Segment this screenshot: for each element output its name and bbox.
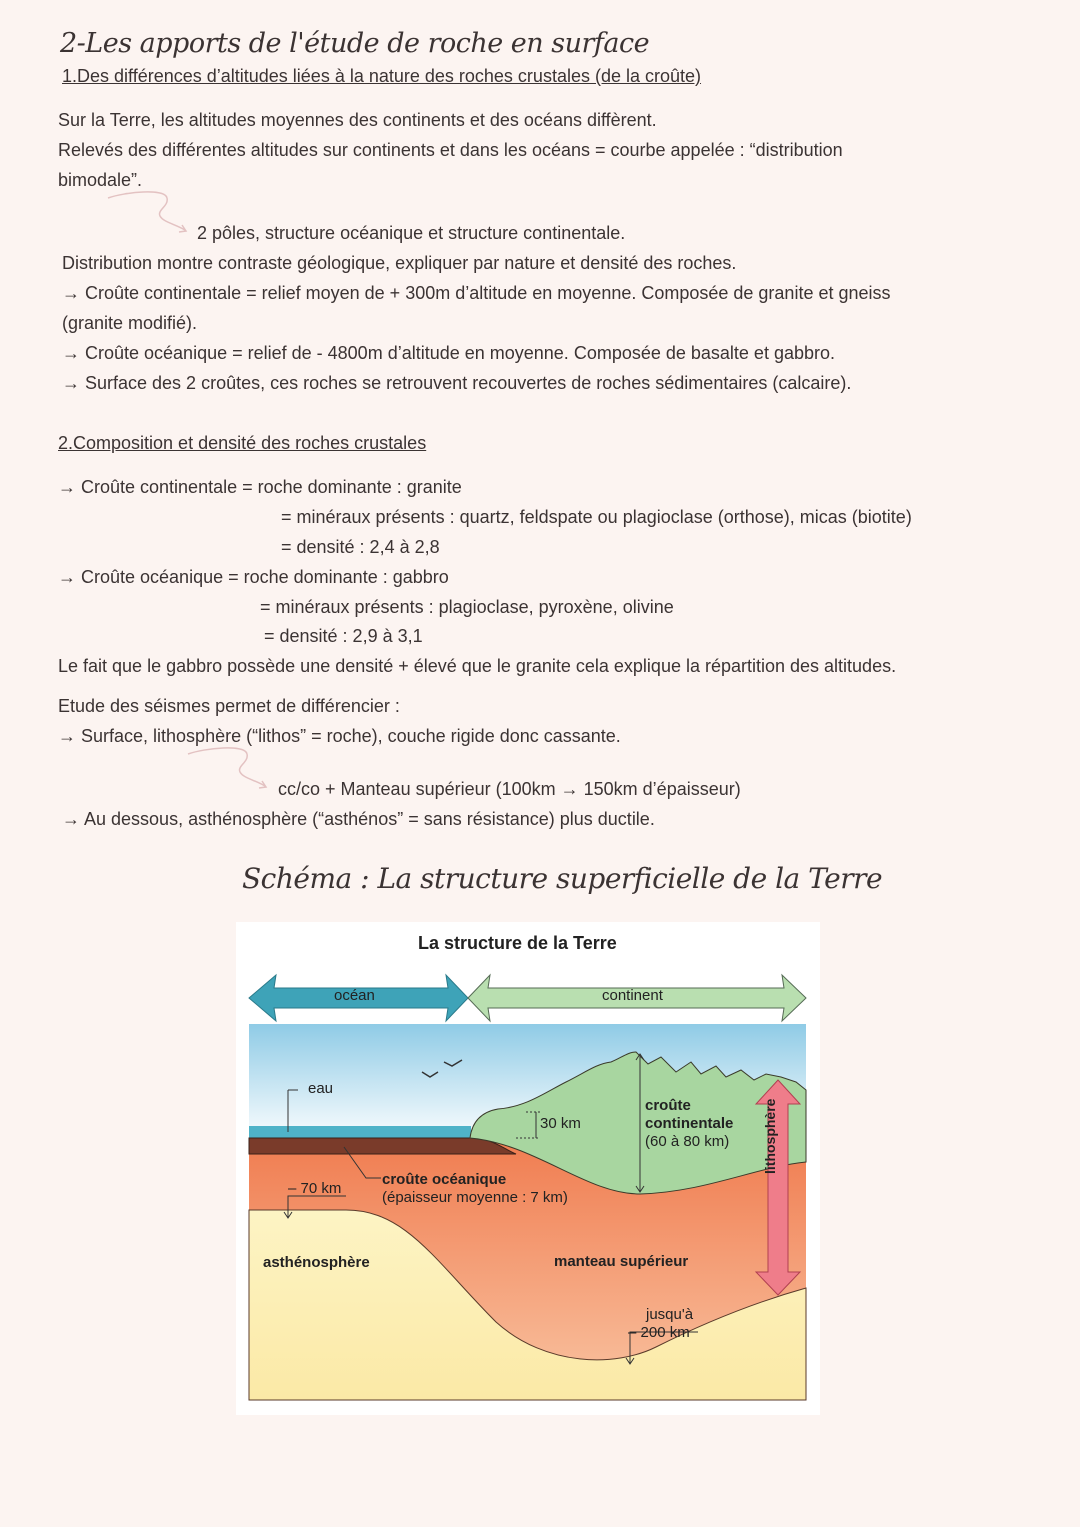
thickness-30-label: 30 km [540, 1115, 581, 1132]
paragraph-line: Distribution montre contraste géologique, expliquer par nature et densité des roches. [62, 253, 737, 273]
schema-title: Schéma : La structure superficielle de la Terre [242, 862, 883, 895]
paragraph-line: → Surface, lithosphère (“lithos” = roche), couche rigide donc cassante. [58, 726, 621, 746]
co-thickness: (épaisseur moyenne : 7 km) [382, 1189, 568, 1206]
main-heading: 2-Les apports de l'étude de roche en surface [60, 28, 650, 59]
asthenosphere-label: asthénosphère [263, 1254, 370, 1271]
paragraph-line: → Croûte continentale = roche dominante : granite [58, 477, 462, 497]
section2-title: 2.Composition et densité des roches crustales [58, 433, 427, 453]
cc-label-2: continentale [645, 1115, 734, 1132]
paragraph-line: Relevés des différentes altitudes sur continents et dans les océans = courbe appelée : “distribution [58, 140, 843, 160]
depth-70-label: – 70 km [288, 1180, 342, 1197]
earth-structure-diagram [236, 922, 820, 1415]
paragraph-line: Sur la Terre, les altitudes moyennes des continents et des océans diffèrent. [58, 110, 657, 130]
ocean-label: océan [334, 987, 375, 1004]
paragraph-line: bimodale”. [58, 170, 143, 190]
paragraph-line: cc/co + Manteau supérieur (100km → 150km d’épaisseur) [278, 779, 741, 799]
water [249, 1126, 471, 1138]
paragraph-line: → Croûte continentale = relief moyen de + 300m d’altitude en moyenne. Composée de granite et gneiss [62, 283, 891, 303]
paragraph-line: 2 pôles, structure océanique et structure continentale. [197, 223, 626, 243]
continent-label: continent [602, 987, 663, 1004]
paragraph-line: → Au dessous, asthénosphère (“asthénos” = sans résistance) plus ductile. [62, 809, 655, 829]
paragraph-line: Le fait que le gabbro possède une densité + élevé que le granite cela explique la répartition des altitudes. [58, 656, 897, 676]
paragraph-line: → Croûte océanique = roche dominante : gabbro [58, 567, 449, 587]
co-label: croûte océanique [382, 1171, 507, 1188]
paragraph-line: = minéraux présents : plagioclase, pyroxène, olivine [260, 597, 674, 617]
paragraph-line: (granite modifié). [62, 313, 198, 333]
paragraph-line: = densité : 2,9 à 3,1 [264, 626, 423, 646]
oceanic-crust [249, 1138, 516, 1154]
paragraph-line: Etude des séismes permet de différencier : [58, 696, 400, 716]
swirl-arrow-icon [185, 746, 270, 794]
lithosphere-label: lithosphère [762, 1098, 778, 1174]
jusqua-label: jusqu'à [646, 1306, 694, 1323]
cc-thickness: (60 à 80 km) [645, 1133, 730, 1150]
paragraph-line: → Croûte océanique = relief de - 4800m d’altitude en moyenne. Composée de basalte et gabbro. [62, 343, 835, 363]
paragraph-line: → Surface des 2 croûtes, ces roches se retrouvent recouvertes de roches sédimentaires (calcaire). [62, 373, 852, 393]
water-label: eau [308, 1080, 334, 1097]
depth-200-label: – 200 km [628, 1324, 690, 1341]
paragraph-line: = densité : 2,4 à 2,8 [281, 537, 440, 557]
swirl-arrow-icon [105, 190, 190, 238]
section1-title: 1.Des différences d’altitudes liées à la nature des roches crustales (de la croûte) [62, 66, 702, 86]
mantle-label: manteau supérieur [554, 1253, 689, 1270]
cc-label: croûte [645, 1097, 691, 1114]
paragraph-line: = minéraux présents : quartz, feldspate ou plagioclase (orthose), micas (biotite) [281, 507, 912, 527]
diagram-title: La structure de la Terre [418, 933, 617, 953]
